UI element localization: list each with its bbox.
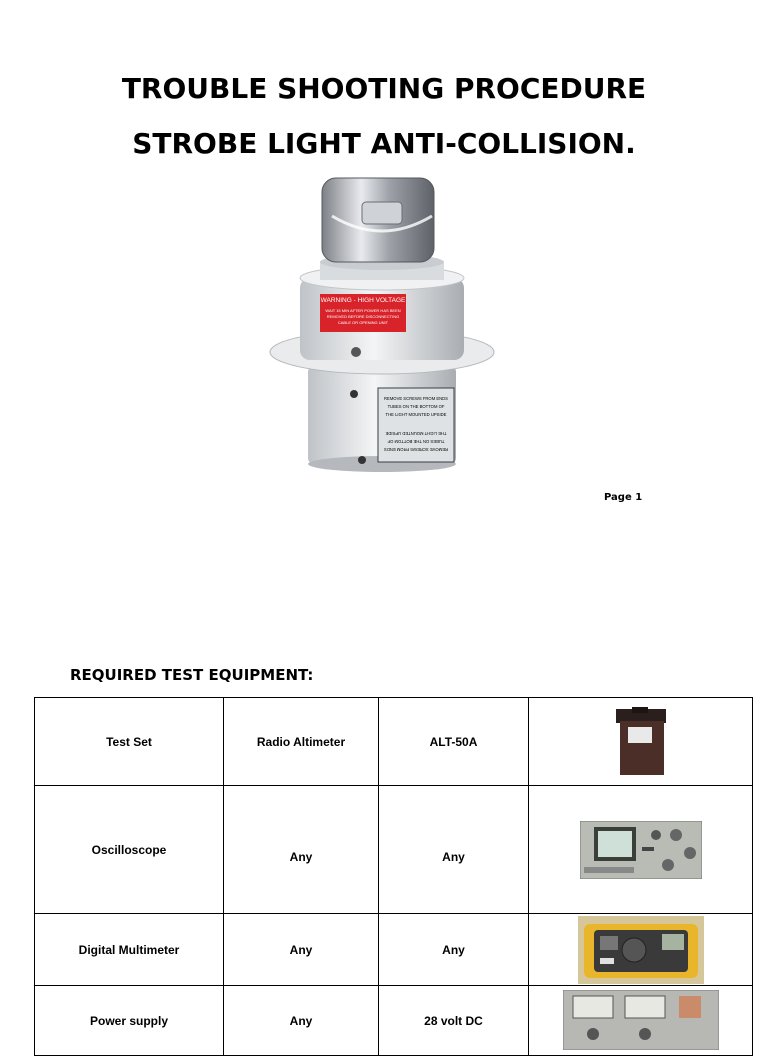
equipment-name-cell: Digital Multimeter	[35, 914, 224, 986]
multimeter-photo	[578, 916, 704, 984]
equipment-photo-cell	[529, 986, 753, 1056]
document-title-line-2: STROBE LIGHT ANTI-COLLISION.	[132, 127, 636, 160]
warning-text-line: REMOVED BEFORE DISCONNECTING	[326, 314, 400, 319]
equipment-type-cell: Any	[224, 986, 379, 1056]
table-row	[35, 914, 753, 986]
equipment-name-cell: Power supply	[35, 986, 224, 1056]
equipment-type-cell: Radio Altimeter	[224, 698, 379, 786]
equipment-model-cell: Any	[379, 786, 529, 914]
equipment-model-cell: ALT-50A	[379, 698, 529, 786]
equipment-photo-cell	[529, 914, 753, 986]
test-set-photo	[614, 707, 668, 777]
page-number: Page 1	[604, 492, 643, 503]
table-row	[35, 786, 753, 914]
base-label-line: TUBES ON THE BOTTOM OF	[387, 404, 445, 409]
oscilloscope-photo	[580, 821, 702, 879]
section-heading: REQUIRED TEST EQUIPMENT:	[70, 666, 314, 684]
table-row	[35, 986, 753, 1056]
equipment-name-cell: Test Set	[35, 698, 224, 786]
equipment-type-cell: Any	[224, 786, 379, 914]
base-label-line-inverted: THE LIGHT MOUNTED UPSIDE	[385, 431, 447, 436]
base-label-line-inverted: REMOVE SCREWS FROM ENDS	[384, 447, 448, 452]
table-row	[35, 698, 753, 786]
power-supply-photo	[563, 990, 719, 1050]
base-label-line: THE LIGHT MOUNTED UPSIDE	[385, 412, 447, 417]
warning-text-line: WAIT 15 MIN AFTER POWER HAS BEEN	[325, 308, 401, 313]
base-label-line: REMOVE SCREWS FROM ENDS	[384, 396, 448, 401]
equipment-type-cell: Any	[224, 914, 379, 986]
equipment-name-cell: Oscilloscope	[35, 786, 224, 914]
base-label-line-inverted: TUBES ON THE BOTTOM OF	[387, 439, 445, 444]
strobe-light-photo	[268, 176, 496, 476]
equipment-table	[34, 697, 753, 1056]
equipment-photo-cell	[529, 698, 753, 786]
document-title-line-1: TROUBLE SHOOTING PROCEDURE	[121, 72, 647, 105]
equipment-model-cell: 28 volt DC	[379, 986, 529, 1056]
equipment-model-cell: Any	[379, 914, 529, 986]
warning-text-line: CABLE OR OPENING UNIT	[337, 320, 389, 325]
warning-label-text: WARNING - HIGH VOLTAGE	[320, 297, 406, 304]
equipment-photo-cell	[529, 786, 753, 914]
